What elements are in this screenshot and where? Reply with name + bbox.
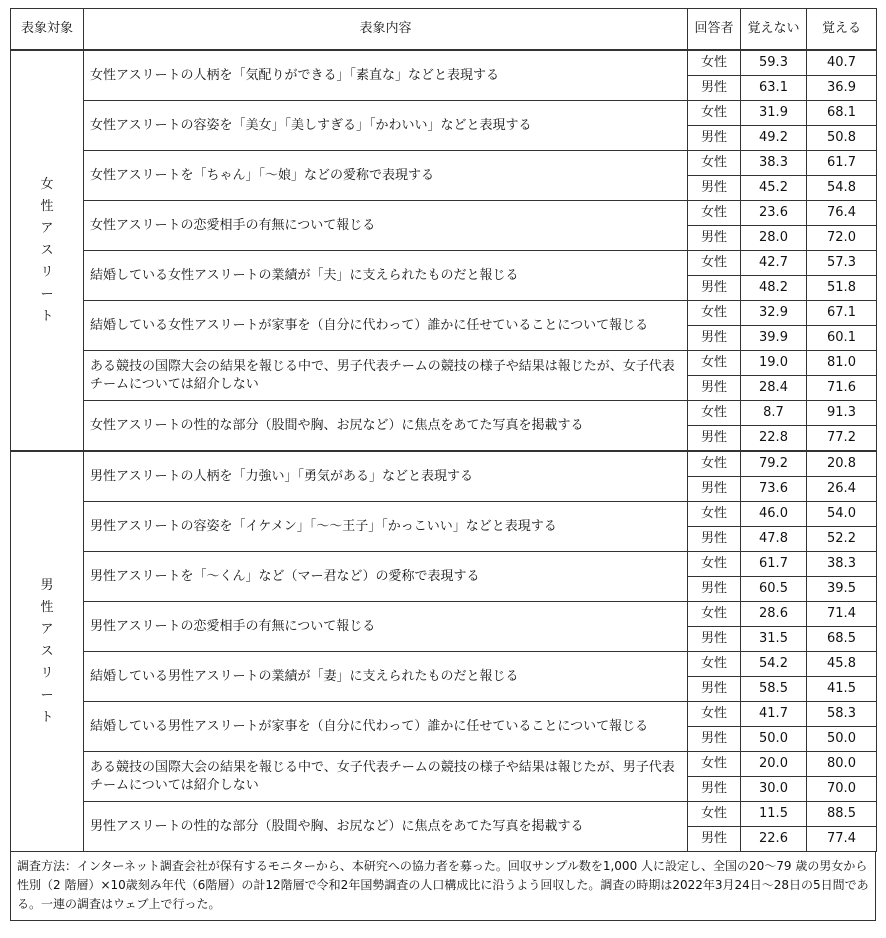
discomfort-value: 68.5 <box>807 627 877 652</box>
discomfort-value: 60.1 <box>807 326 877 351</box>
representation-content: 結婚している女性アスリートの業績が「夫」に支えられたものだと報じる <box>84 251 688 301</box>
discomfort-value: 38.3 <box>807 552 877 577</box>
discomfort-value: 41.5 <box>807 677 877 702</box>
no-discomfort-value: 50.0 <box>741 727 807 752</box>
header-content: 表象内容 <box>84 9 688 51</box>
table-row <box>11 401 877 426</box>
no-discomfort-value: 8.7 <box>741 401 807 426</box>
no-discomfort-value: 59.3 <box>741 50 807 76</box>
discomfort-value: 20.8 <box>807 451 877 477</box>
table-row <box>11 50 877 76</box>
survey-document <box>10 8 876 921</box>
table-header-row <box>11 9 877 51</box>
discomfort-value: 71.6 <box>807 376 877 401</box>
discomfort-value: 81.0 <box>807 351 877 376</box>
discomfort-value: 72.0 <box>807 226 877 251</box>
representation-content: ある競技の国際大会の結果を報じる中で、男子代表チームの競技の様子や結果は報じたが、女子代表チームについては紹介しない <box>84 351 688 401</box>
discomfort-value: 36.9 <box>807 76 877 101</box>
table-row <box>11 151 877 176</box>
no-discomfort-value: 28.6 <box>741 602 807 627</box>
no-discomfort-value: 46.0 <box>741 502 807 527</box>
respondent-cell: 男性 <box>688 577 741 602</box>
no-discomfort-value: 31.9 <box>741 101 807 126</box>
respondent-cell: 男性 <box>688 176 741 201</box>
respondent-cell: 女性 <box>688 251 741 276</box>
no-discomfort-value: 54.2 <box>741 652 807 677</box>
discomfort-value: 76.4 <box>807 201 877 226</box>
table-row <box>11 351 877 376</box>
respondent-cell: 男性 <box>688 376 741 401</box>
no-discomfort-value: 48.2 <box>741 276 807 301</box>
respondent-cell: 女性 <box>688 151 741 176</box>
table-row <box>11 101 877 126</box>
respondent-cell: 女性 <box>688 101 741 126</box>
discomfort-value: 77.2 <box>807 426 877 452</box>
discomfort-value: 40.7 <box>807 50 877 76</box>
discomfort-value: 88.5 <box>807 802 877 827</box>
no-discomfort-value: 11.5 <box>741 802 807 827</box>
respondent-cell: 男性 <box>688 627 741 652</box>
header-target: 表象対象 <box>11 9 84 51</box>
no-discomfort-value: 28.4 <box>741 376 807 401</box>
discomfort-value: 51.8 <box>807 276 877 301</box>
table-row <box>11 451 877 477</box>
table-body <box>11 50 877 852</box>
representation-content: 女性アスリートの人柄を「気配りができる」「素直な」などと表現する <box>84 50 688 101</box>
no-discomfort-value: 22.6 <box>741 827 807 852</box>
representation-content: 男性アスリートの容姿を「イケメン」「〜〜王子」「かっこいい」などと表現する <box>84 502 688 552</box>
target-group-label: 男 性 ア ス リ ー ト <box>11 451 84 852</box>
discomfort-value: 80.0 <box>807 752 877 777</box>
discomfort-value: 67.1 <box>807 301 877 326</box>
no-discomfort-value: 58.5 <box>741 677 807 702</box>
no-discomfort-value: 39.9 <box>741 326 807 351</box>
respondent-cell: 女性 <box>688 451 741 477</box>
no-discomfort-value: 28.0 <box>741 226 807 251</box>
survey-method-note: 調査方法：インターネット調査会社が保有するモニターから、本研究への協力者を募った。回収サンプル数を1,000 人に設定し、全国の20〜79 歳の男女から性別（2 階層）×10歳刻み年代（6階層）の計12階層で令和2年国勢調査の人口構成比に沿うよう回収した。調査の時期は2022年3月24日〜28日の5日間である。一連の調査はウェブ上で行った。 <box>10 852 876 921</box>
representation-content: 男性アスリートを「〜くん」など（マー君など）の愛称で表現する <box>84 552 688 602</box>
respondent-cell: 男性 <box>688 677 741 702</box>
respondent-cell: 女性 <box>688 802 741 827</box>
discomfort-value: 91.3 <box>807 401 877 426</box>
respondent-cell: 男性 <box>688 276 741 301</box>
no-discomfort-value: 23.6 <box>741 201 807 226</box>
respondent-cell: 女性 <box>688 652 741 677</box>
respondent-cell: 男性 <box>688 477 741 502</box>
respondent-cell: 男性 <box>688 727 741 752</box>
respondent-cell: 女性 <box>688 502 741 527</box>
respondent-cell: 男性 <box>688 76 741 101</box>
discomfort-value: 54.8 <box>807 176 877 201</box>
discomfort-value: 39.5 <box>807 577 877 602</box>
respondent-cell: 男性 <box>688 527 741 552</box>
respondent-cell: 女性 <box>688 50 741 76</box>
discomfort-value: 45.8 <box>807 652 877 677</box>
no-discomfort-value: 61.7 <box>741 552 807 577</box>
no-discomfort-value: 63.1 <box>741 76 807 101</box>
respondent-cell: 男性 <box>688 226 741 251</box>
discomfort-value: 26.4 <box>807 477 877 502</box>
representation-content: 結婚している女性アスリートが家事を（自分に代わって）誰かに任せていることについて報じる <box>84 301 688 351</box>
table-row <box>11 201 877 226</box>
respondent-cell: 男性 <box>688 326 741 351</box>
survey-table <box>10 8 877 852</box>
no-discomfort-value: 31.5 <box>741 627 807 652</box>
no-discomfort-value: 20.0 <box>741 752 807 777</box>
representation-content: 男性アスリートの恋愛相手の有無について報じる <box>84 602 688 652</box>
respondent-cell: 女性 <box>688 201 741 226</box>
discomfort-value: 77.4 <box>807 827 877 852</box>
discomfort-value: 50.8 <box>807 126 877 151</box>
table-row <box>11 702 877 727</box>
respondent-cell: 女性 <box>688 552 741 577</box>
target-group-label: 女 性 ア ス リ ー ト <box>11 50 84 451</box>
respondent-cell: 女性 <box>688 401 741 426</box>
no-discomfort-value: 19.0 <box>741 351 807 376</box>
representation-content: ある競技の国際大会の結果を報じる中で、女子代表チームの競技の様子や結果は報じたが、男子代表チームについては紹介しない <box>84 752 688 802</box>
respondent-cell: 男性 <box>688 827 741 852</box>
header-no-discomfort: 覚えない <box>741 9 807 51</box>
respondent-cell: 女性 <box>688 702 741 727</box>
respondent-cell: 男性 <box>688 426 741 452</box>
discomfort-value: 68.1 <box>807 101 877 126</box>
respondent-cell: 女性 <box>688 602 741 627</box>
respondent-cell: 男性 <box>688 777 741 802</box>
discomfort-value: 61.7 <box>807 151 877 176</box>
table-row <box>11 502 877 527</box>
discomfort-value: 71.4 <box>807 602 877 627</box>
respondent-cell: 女性 <box>688 301 741 326</box>
representation-content: 結婚している男性アスリートの業績が「妻」に支えられたものだと報じる <box>84 652 688 702</box>
no-discomfort-value: 47.8 <box>741 527 807 552</box>
representation-content: 男性アスリートの性的な部分（股間や胸、お尻など）に焦点をあてた写真を掲載する <box>84 802 688 852</box>
representation-content: 女性アスリートの恋愛相手の有無について報じる <box>84 201 688 251</box>
header-respondent: 回答者 <box>688 9 741 51</box>
representation-content: 結婚している男性アスリートが家事を（自分に代わって）誰かに任せていることについて報じる <box>84 702 688 752</box>
representation-content: 女性アスリートの性的な部分（股間や胸、お尻など）に焦点をあてた写真を掲載する <box>84 401 688 452</box>
respondent-cell: 女性 <box>688 752 741 777</box>
discomfort-value: 50.0 <box>807 727 877 752</box>
header-discomfort: 覚える <box>807 9 877 51</box>
no-discomfort-value: 73.6 <box>741 477 807 502</box>
representation-content: 男性アスリートの人柄を「力強い」「勇気がある」などと表現する <box>84 451 688 502</box>
no-discomfort-value: 49.2 <box>741 126 807 151</box>
discomfort-value: 54.0 <box>807 502 877 527</box>
no-discomfort-value: 42.7 <box>741 251 807 276</box>
table-row <box>11 552 877 577</box>
no-discomfort-value: 79.2 <box>741 451 807 477</box>
respondent-cell: 女性 <box>688 351 741 376</box>
table-row <box>11 802 877 827</box>
no-discomfort-value: 22.8 <box>741 426 807 452</box>
table-row <box>11 602 877 627</box>
respondent-cell: 男性 <box>688 126 741 151</box>
discomfort-value: 70.0 <box>807 777 877 802</box>
discomfort-value: 52.2 <box>807 527 877 552</box>
representation-content: 女性アスリートを「ちゃん」「〜娘」などの愛称で表現する <box>84 151 688 201</box>
discomfort-value: 58.3 <box>807 702 877 727</box>
no-discomfort-value: 45.2 <box>741 176 807 201</box>
no-discomfort-value: 32.9 <box>741 301 807 326</box>
representation-content: 女性アスリートの容姿を「美女」「美しすぎる」「かわいい」などと表現する <box>84 101 688 151</box>
table-row <box>11 301 877 326</box>
no-discomfort-value: 60.5 <box>741 577 807 602</box>
table-row <box>11 652 877 677</box>
table-row <box>11 752 877 777</box>
no-discomfort-value: 38.3 <box>741 151 807 176</box>
no-discomfort-value: 30.0 <box>741 777 807 802</box>
table-row <box>11 251 877 276</box>
no-discomfort-value: 41.7 <box>741 702 807 727</box>
discomfort-value: 57.3 <box>807 251 877 276</box>
